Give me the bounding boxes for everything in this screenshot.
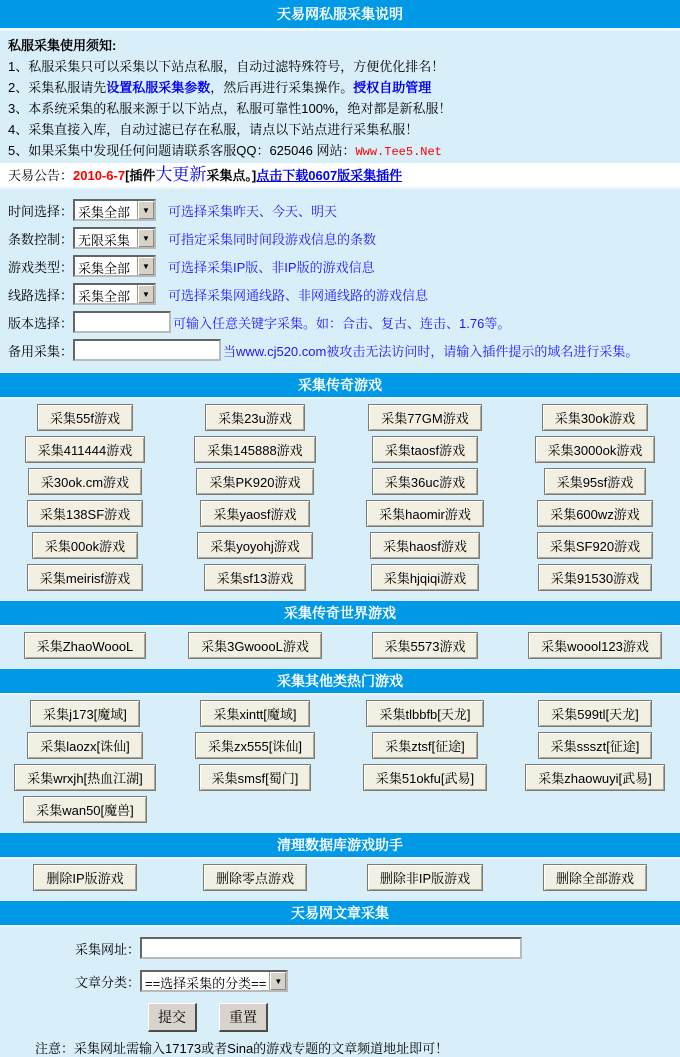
collect-button[interactable]: 采集51okfu[武易]	[363, 764, 487, 791]
article-url-input[interactable]	[140, 937, 522, 959]
notice-line-2	[8, 77, 672, 98]
time-select-label: 时间选择：	[8, 203, 74, 219]
collect-button[interactable]: 采集30ok游戏	[542, 404, 648, 431]
backup-input-label: 备用采集：	[8, 343, 74, 359]
button-cell	[0, 732, 170, 759]
button-cell	[170, 532, 340, 559]
chevron-down-icon: ▼	[137, 257, 154, 275]
backup-input-row	[8, 339, 680, 361]
button-cell	[0, 864, 170, 891]
collect-button[interactable]: 删除IP版游戏	[33, 864, 136, 891]
button-grid-other	[0, 695, 680, 829]
line-select-value: 采集全部	[78, 289, 131, 304]
collect-button[interactable]: 采集zhaowuyi[武易]	[525, 764, 664, 791]
time-select[interactable]	[73, 199, 156, 221]
chevron-down-icon: ▼	[269, 972, 286, 990]
notice-line-4: 4、采集直接入库，自动过滤已存在私服，请点以下站点进行采集私服！	[8, 122, 419, 137]
button-cell	[170, 700, 340, 727]
button-cell	[510, 436, 680, 463]
collect-button[interactable]: 采集wan50[魔兽]	[23, 796, 147, 823]
chevron-down-icon: ▼	[137, 229, 154, 247]
time-select-row	[8, 199, 680, 221]
article-category-row	[0, 969, 680, 993]
section-header-article: 天易网文章采集	[0, 901, 680, 927]
notice-line-2-mid: ，然后再进行采集操作。	[210, 80, 354, 95]
button-cell	[510, 700, 680, 727]
page-title: 天易网私服采集说明	[0, 0, 680, 31]
tee5-site-link[interactable]: Www.Tee5.Net	[355, 145, 442, 159]
button-cell	[340, 732, 510, 759]
collect-button[interactable]: 采集3GwoooL游戏	[188, 632, 322, 659]
time-select-hint: 可选择采集昨天、今天、明天	[168, 203, 338, 219]
announcement-seg3: 采集点。]	[206, 168, 257, 183]
button-row	[0, 764, 680, 791]
announcement-label: 天易公告：	[8, 168, 74, 183]
button-cell	[510, 796, 680, 823]
button-cell	[170, 564, 340, 591]
button-cell	[510, 732, 680, 759]
button-cell	[510, 632, 680, 659]
type-select[interactable]	[73, 255, 156, 277]
collect-button[interactable]: 采集meirisf游戏	[27, 564, 143, 591]
collect-button[interactable]: 采集taosf游戏	[372, 436, 478, 463]
button-cell	[0, 764, 170, 791]
collect-button[interactable]: 采集138SF游戏	[27, 500, 143, 527]
button-cell	[510, 532, 680, 559]
notice-line-2-pre: 2、采集私服请先	[8, 80, 107, 95]
button-cell	[510, 564, 680, 591]
collect-button[interactable]: 采集77GM游戏	[368, 404, 481, 431]
section-woool	[0, 601, 680, 665]
version-input-hint: 可输入任意关键字采集。如：合击、复古、连击、1.76等。	[173, 315, 511, 331]
set-params-link[interactable]: 设置私服采集参数	[106, 80, 211, 95]
collect-button[interactable]: 采集5573游戏	[372, 632, 479, 659]
button-cell	[170, 864, 340, 891]
article-actions	[148, 1003, 680, 1032]
collect-button[interactable]: 采集600wz游戏	[537, 500, 653, 527]
button-row	[0, 796, 680, 823]
button-cell	[170, 404, 340, 431]
collect-button[interactable]: 采集tlbbfb[天龙]	[366, 700, 483, 727]
collect-button[interactable]: 采集yoyohj游戏	[197, 532, 313, 559]
collect-button[interactable]: 采集xintt[魔域]	[200, 700, 309, 727]
collect-button[interactable]: 采集haomir游戏	[366, 500, 484, 527]
section-header-woool: 采集传奇世界游戏	[0, 601, 680, 627]
button-row	[0, 632, 680, 659]
collect-button[interactable]: 采集wrxjh[热血江湖]	[14, 764, 156, 791]
button-cell	[340, 632, 510, 659]
submit-button[interactable]: 提交	[148, 1003, 197, 1032]
collect-button[interactable]: 采集yaosf游戏	[200, 500, 309, 527]
button-cell	[340, 500, 510, 527]
section-other	[0, 669, 680, 829]
collect-button[interactable]: 删除全部游戏	[543, 864, 647, 891]
collect-button[interactable]: 删除非IP版游戏	[367, 864, 483, 891]
notice-block	[0, 31, 680, 163]
download-plugin-link[interactable]: 点击下载0607版采集插件	[256, 168, 403, 183]
article-url-label: 采集网址：	[74, 941, 140, 957]
collect-button[interactable]: 采30ok.cm游戏	[28, 468, 142, 495]
collect-button[interactable]: 采集3000ok游戏	[535, 436, 656, 463]
line-select-label: 线路选择：	[8, 287, 74, 303]
button-cell	[0, 796, 170, 823]
section-cleanup	[0, 833, 680, 897]
collect-button[interactable]: 采集j173[魔域]	[30, 700, 140, 727]
article-category-value: ==选择采集的分类==	[145, 976, 267, 991]
count-select-hint: 可指定采集同时间段游戏信息的条数	[168, 231, 377, 247]
announcement-seg1: [插件	[125, 168, 156, 183]
collect-button[interactable]: 采集55f游戏	[37, 404, 133, 431]
collect-button[interactable]: 采集23u游戏	[205, 404, 305, 431]
time-select-value: 采集全部	[78, 205, 131, 220]
button-cell	[340, 468, 510, 495]
article-note: 注意：采集网址需输入17173或者Sina的游戏专题的文章频道地址即可！	[35, 1041, 449, 1056]
collect-button[interactable]: 采集91530游戏	[538, 564, 652, 591]
collect-button[interactable]: 采集SF920游戏	[537, 532, 653, 559]
section-header-chuanqi: 采集传奇游戏	[0, 373, 680, 399]
button-cell	[170, 732, 340, 759]
notice-line-5-pre: 5、如果采集中发现任何问题请联系客服QQ：625046 网站：	[8, 143, 356, 158]
notice-line-3: 3、本系统采集的私服来源于以下站点，私服可靠性100%，绝对都是新私服！	[8, 101, 452, 116]
chevron-down-icon: ▼	[137, 285, 154, 303]
count-select-row	[8, 227, 680, 249]
collect-button[interactable]: 采集smsf[蜀门]	[199, 764, 312, 791]
line-select-row	[8, 283, 680, 305]
notice-heading: 私服采集使用须知:	[8, 38, 117, 53]
button-cell	[170, 764, 340, 791]
type-select-label: 游戏类型：	[8, 259, 74, 275]
collect-button[interactable]: 采集95sf游戏	[544, 468, 647, 495]
announcement-bar	[0, 163, 680, 189]
collect-button[interactable]: 采集haosf游戏	[370, 532, 480, 559]
button-row	[0, 468, 680, 495]
collect-button[interactable]: 删除零点游戏	[203, 864, 307, 891]
collect-button[interactable]: 采集599tl[天龙]	[538, 700, 651, 727]
button-row	[0, 564, 680, 591]
type-select-row	[8, 255, 680, 277]
backup-input[interactable]	[73, 339, 221, 361]
button-row	[0, 864, 680, 891]
announcement-date: 2010-6-7	[73, 168, 126, 183]
line-select-hint: 可选择采集网通线路、非网通线路的游戏信息	[168, 287, 429, 303]
collect-button[interactable]: 采集ssszt[征途]	[538, 732, 653, 759]
button-cell	[510, 468, 680, 495]
button-cell	[340, 404, 510, 431]
button-cell	[0, 700, 170, 727]
button-cell	[170, 436, 340, 463]
button-row	[0, 436, 680, 463]
collect-button[interactable]: 采集zx555[诛仙]	[195, 732, 315, 759]
collect-button[interactable]: 采集sf13游戏	[204, 564, 307, 591]
collect-button[interactable]: 采集ZhaoWoooL	[24, 632, 147, 659]
button-cell	[0, 632, 170, 659]
button-cell	[0, 436, 170, 463]
button-cell	[510, 500, 680, 527]
button-cell	[510, 764, 680, 791]
section-article	[0, 901, 680, 1057]
button-cell	[510, 864, 680, 891]
button-grid-woool	[0, 627, 680, 665]
button-cell	[170, 632, 340, 659]
announcement-highlight: 大更新	[155, 165, 207, 184]
collect-button[interactable]: 采集woool123游戏	[528, 632, 662, 659]
collect-button[interactable]: 采集145888游戏	[194, 436, 315, 463]
collect-button[interactable]: 采集00ok游戏	[32, 532, 138, 559]
button-row	[0, 404, 680, 431]
section-header-cleanup: 清理数据库游戏助手	[0, 833, 680, 859]
button-grid-chuanqi	[0, 399, 680, 597]
button-cell	[170, 500, 340, 527]
button-row	[0, 700, 680, 727]
reset-button[interactable]: 重置	[219, 1003, 268, 1032]
button-cell	[0, 500, 170, 527]
section-header-other: 采集其他类热门游戏	[0, 669, 680, 695]
backup-input-hint: 当www.cj520.com被攻击无法访问时，请输入插件提示的域名进行采集。	[223, 343, 639, 359]
button-cell	[340, 796, 510, 823]
button-cell	[0, 468, 170, 495]
button-cell	[170, 468, 340, 495]
button-row	[0, 732, 680, 759]
type-select-hint: 可选择采集IP版、非IP版的游戏信息	[168, 259, 375, 275]
button-cell	[170, 796, 340, 823]
chevron-down-icon: ▼	[137, 201, 154, 219]
button-cell	[340, 564, 510, 591]
count-select[interactable]	[73, 227, 156, 249]
button-row	[0, 500, 680, 527]
button-cell	[0, 564, 170, 591]
notice-line-1: 1、私服采集只可以采集以下站点私服，自动过滤特殊符号，方便优化排名！	[8, 59, 445, 74]
line-select[interactable]	[73, 283, 156, 305]
button-row	[0, 532, 680, 559]
button-cell	[340, 864, 510, 891]
version-input-label: 版本选择：	[8, 315, 74, 331]
collect-button[interactable]: 采集PK920游戏	[196, 468, 313, 495]
button-cell	[340, 532, 510, 559]
button-grid-cleanup	[0, 859, 680, 897]
type-select-value: 采集全部	[78, 261, 131, 276]
collect-settings-form	[0, 189, 680, 369]
count-select-value: 无限采集	[78, 233, 131, 248]
count-select-label: 条数控制：	[8, 231, 74, 247]
collect-button[interactable]: 采集ztsf[征途]	[372, 732, 477, 759]
article-url-row	[0, 936, 680, 960]
article-category-label: 文章分类：	[74, 974, 140, 990]
section-chuanqi	[0, 373, 680, 597]
button-cell	[0, 532, 170, 559]
collect-button[interactable]: 采集hjqiqi游戏	[371, 564, 479, 591]
button-cell	[0, 404, 170, 431]
collect-button[interactable]: 采集411444游戏	[25, 436, 145, 463]
collect-button[interactable]: 采集laozx[诛仙]	[27, 732, 143, 759]
button-cell	[340, 436, 510, 463]
collect-button[interactable]: 采集36uc游戏	[372, 468, 478, 495]
notice-line-5	[8, 140, 672, 163]
version-input-row	[8, 311, 680, 333]
version-input[interactable]	[73, 311, 171, 333]
button-cell	[340, 764, 510, 791]
button-cell	[340, 700, 510, 727]
auth-manage-link[interactable]: 授权自助管理	[353, 80, 432, 95]
button-cell	[510, 404, 680, 431]
article-category-select[interactable]	[140, 970, 288, 992]
